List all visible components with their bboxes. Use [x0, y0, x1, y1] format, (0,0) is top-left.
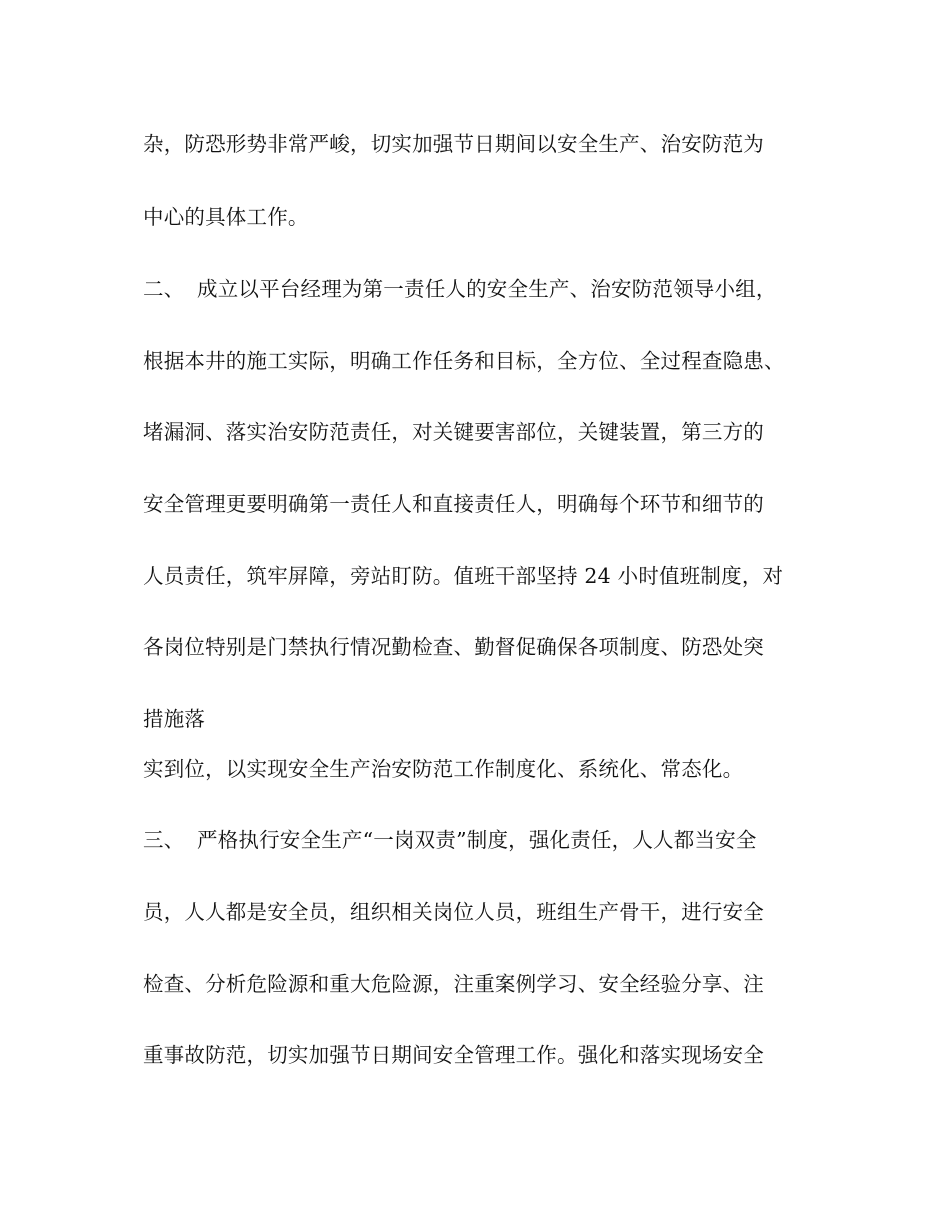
paragraph-line: 堵漏洞、落实治安防范责任，对关键要害部位，关键装置，第三方的: [143, 420, 764, 444]
paragraph-line: 检查、分析危险源和重大危险源，注重案例学习、安全经验分享、注: [143, 972, 764, 996]
paragraph-line: 实到位，以实现安全生产治安防范工作制度化、系统化、常态化。: [143, 757, 744, 781]
paragraph-line: 安全管理更要明确第一责任人和直接责任人，明确每个环节和细节的: [143, 492, 764, 516]
paragraph-text: 严格执行安全生产“一岗双责”制度，强化责任，人人都当安全: [197, 828, 757, 852]
paragraph-line: 各岗位特别是门禁执行情况勤检查、勤督促确保各项制度、防恐处突: [143, 635, 764, 659]
paragraph-line: 员，人人都是安全员，组织相关岗位人员，班组生产骨干，进行安全: [143, 900, 764, 924]
section-number: 三、: [143, 828, 185, 852]
numbered-paragraph-line: [143, 828, 757, 852]
numbered-paragraph-line: [143, 277, 777, 301]
paragraph-line: 措施落: [143, 707, 206, 731]
section-number: 二、: [143, 277, 185, 301]
paragraph-line: 杂，防恐形势非常严峻，切实加强节日期间以安全生产、治安防范为: [143, 132, 764, 156]
paragraph-text: 成立以平台经理为第一责任人的安全生产、治安防范领导小组，: [197, 277, 777, 301]
paragraph-line: 重事故防范，切实加强节日期间安全管理工作。强化和落实现场安全: [143, 1043, 764, 1067]
paragraph-line: 中心的具体工作。: [143, 205, 309, 229]
paragraph-line: 人员责任，筑牢屏障，旁站盯防。值班干部坚持 24 小时值班制度，对: [143, 564, 784, 588]
paragraph-line: 根据本井的施工实际，明确工作任务和目标，全方位、全过程查隐患、: [143, 349, 785, 373]
